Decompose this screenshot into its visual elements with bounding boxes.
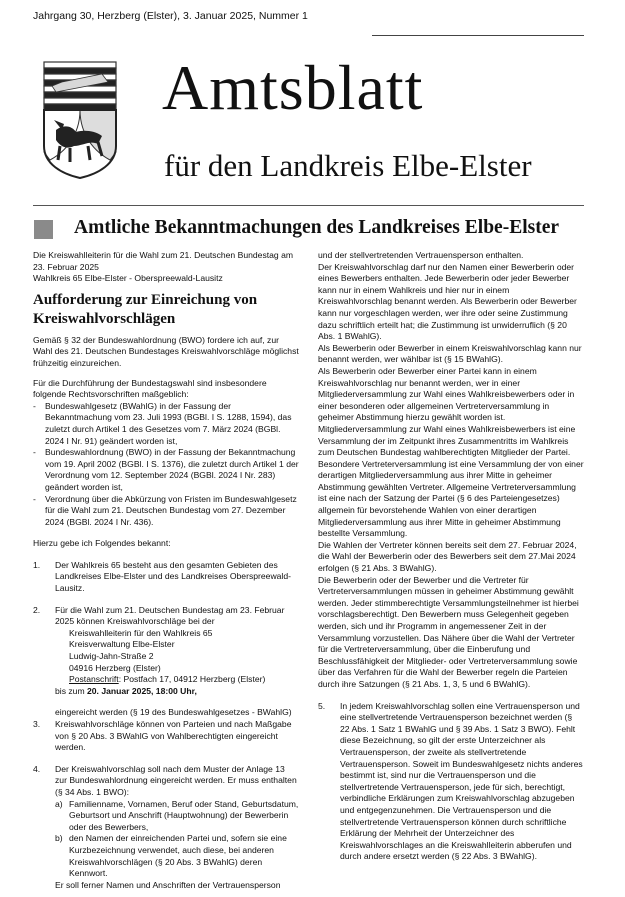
masthead-title: Amtsblatt [162, 52, 424, 123]
list-item: - Verordnung über die Abkürzung von Fristen im Bundeswahlgesetz für die Wahl zum 21. Deutschen Bundestag vom 27. Dezember 2024 (BGBl. 2024 I Nr. 436). [33, 493, 297, 527]
header-divider [372, 35, 584, 36]
postanschrift-label: Postanschrift [69, 674, 119, 685]
spacer [33, 697, 299, 707]
spacer [33, 550, 299, 560]
spacer [33, 754, 299, 764]
numbered-item-4: 4. Der Kreiswahlvorschlag soll nach dem Muster der Anlage 13 zur Bundeswahlordnung eingereicht werden. Er muss enthalten (§ 34 Abs. 1 BWO): a) Familienname, Vornamen, Beruf oder Stand, Geburtsdatum, Geburtsort und Anschrift (Hauptwohnung) der Bewerberin oder des Bewerbers, b) den Namen der einreichenden Partei und, sofern sie eine Kurzbezeichnung verwendet, auch diese, bei anderen Kreiswahlvorschlägen (§ 20 Abs. 3 BWahlG) deren Kennwort. Er soll ferner Namen und Anschriften der Vertrauensperson [33, 763, 299, 890]
paragraph: eingereicht werden (§ 19 des Bundeswahlgesetzes - BWahlG) [55, 707, 292, 718]
spacer [33, 528, 299, 538]
spacer [33, 595, 299, 605]
numbered-item-1: 1. Der Wahlkreis 65 besteht aus den gesamten Gebieten des Landkreises Elbe-Elster und des Landkreises Oberspreewald-Lausitz. [33, 559, 291, 594]
sub-item-b: b) den Namen der einreichenden Partei und, sofern sie eine Kurzbezeichnung verwendet, auch diese, bei anderen Kreiswahlvorschlägen (§ 20 Abs. 3 BWahlG) deren Kennwort. [55, 833, 287, 879]
address-block: Kreiswahlleiterin für den Wahlkreis 65 Kreisverwaltung Elbe-Elster Ludwig-Jahn-Straße 2 04916 Herzberg (Elster) Postanschrift: Postfach 17, 04912 Herzberg (Elster) [69, 627, 266, 685]
paragraph: Hierzu gebe ich Folgendes bekannt: [33, 538, 171, 549]
paragraph: Für die Durchführung der Bundestagswahl sind insbesondere folgende Rechtsvorschriften maßgeblich: [33, 377, 267, 400]
issue-line: Jahrgang 30, Herzberg (Elster), 3. Januar 2025, Nummer 1 [33, 10, 308, 22]
paragraph: und der stellvertretenden Vertrauensperson enthalten. [318, 250, 524, 260]
list-item: - Bundeswahlordnung (BWO) in der Fassung der Bekanntmachung vom 19. April 2002 (BGBl. I S. 1376), die zuletzt durch Artikel 1 der Verordnung vom 12. September 2024 (BGBl. 2024 I Nr. 283) geändert worden ist, [33, 447, 299, 492]
paragraph: Als Bewerberin oder Bewerber in einem Kreiswahlvorschlag kann nur benannt werden, wer wählbar ist (§ 15 BWahlG). [318, 342, 582, 365]
masthead-subtitle: für den Landkreis Elbe-Elster [164, 148, 532, 183]
left-column [33, 250, 299, 891]
spacer [33, 370, 299, 378]
masthead-divider [33, 205, 584, 206]
spacer [318, 691, 584, 701]
intro-line: Die Kreiswahlleiterin für die Wahl zum 21. Deutschen Bundestag am 23. Februar 2025 [33, 250, 294, 272]
sub-item-a: a) Familienname, Vornamen, Beruf oder Stand, Geburtsdatum, Geburtsort und Anschrift (Hauptwohnung) der Bewerberin oder des Bewerbers, [55, 798, 299, 832]
section-marker [34, 220, 53, 239]
numbered-item-5: 5. In jedem Kreiswahlvorschlag sollen eine Vertrauensperson und eine stellvertretende Vertrauensperson bezeichnet werden (§ 22 Abs. 1 Satz 1 BWahlG und § 39 Abs. 1 Satz 3 BWO). Fehlt diese Bezeichnung, so gilt der erste Unterzeichner als Vertrauensperson, der zweite als stellvertretende Vertrauensperson. Soweit im Bundeswahlgesetz nichts anderes bestimmt ist, sind nur die Vertrauensperson und die stellvertretende Vertrauensperson, jede für sich, berechtigt, verbindliche Erklärungen zum Kreiswahlvorschlag abzugeben und entgegenzunehmen. Die Vertrauensperson und die stellvertretende Vertrauensperson können durch schriftliche Erklärung der Mehrheit der Unterzeichner des Kreiswahlvorschlages an die Kreiswahlleiterin abberufen und durch andere ersetzt werden (§ 22 Abs. 3 BWahlG). [318, 700, 583, 862]
paragraph: Gemäß § 32 der Bundeswahlordnung (BWO) fordere ich auf, zur Wahl des 21. Deutschen Bundestages Kreiswahlvorschläge möglichst frühzeitig einzureichen. [33, 334, 299, 368]
numbered-item-2: 2. Für die Wahl zum 21. Deutschen Bundestag am 23. Februar 2025 können Kreiswahlvorschläge bei der Kreiswahlleiterin für den Wahlkreis 65 Kreisverwaltung Elbe-Elster Ludwig-Jahn-Straße 2 04916 Herzberg (Elster) Postanschrift: Postfach 17, 04912 Herzberg (Elster) bis zum 20. Januar 2025, 18:00 Uhr, [33, 605, 299, 698]
right-column [318, 250, 584, 863]
paragraph: Als Bewerberin oder Bewerber einer Partei kann in einem Kreiswahlvorschlag nur benannt werden, wer in einer Mitgliederversammlung zur Wahl eines Wahlkreisbewerbers oder in einer besonderen oder allgemeinen Vertreterversammlung in geheimer Abstimmung hierzu gewählt worden ist. Mitgliederversammlung zur Wahl eines Wahlkreisbewerbers ist eine Versammlung der im Zeitpunkt ihres Zusammentritts im Wahlkreis zum Deutschen Bundestag wahlberechtigten Mitglieder der Partei. Besondere Vertreterversammlung ist eine Versammlung der von einer derartigen Mitgliederversammlung aus ihrer Mitte in geheimer Abstimmung gewählten Vertreter. Allgemeine Vertreterversammlung ist eine nach der Satzung der Partei (§ 6 des Parteiengesetzes) allgemein für bevorstehende Wahlen von einer derartigen Mitgliederversammlung aus ihrer Mitte in geheimer Abstimmung bestellte Versammlung. [318, 365, 584, 539]
paragraph: Die Bewerberin oder der Bewerber und die Vertreter für Vertreterversammlungen müssen in geheimer Abstimmung gewählt werden. Jeder stimmberechtigte Versammlungsteilnehmer ist hierbei vorschlagsberechtigt. Den Bewerbern muss Gelegenheit gegeben werden, sich und ihr Programm in angemessener Zeit in der Versammlung vorzustellen. Das Nähere über die Wahl der Vertreter für die Vertreterversammlung, über die Einberufung und Beschlussfähigkeit der Mitglieder- oder Vertreterversammlung sowie über das Verfahren für die Wahl der Bewerber regeln die Parteien durch ihre Satzungen (§ 21 Abs. 1, 3, 5 und 6 BWahlG). [318, 574, 579, 689]
section-title: Amtliche Bekanntmachungen des Landkreises Elbe-Elster [74, 217, 560, 238]
list-item: - Bundeswahlgesetz (BWahlG) in der Fassung der Bekanntmachung vom 23. Juli 1993 (BGBl. I S. 1288, 1594), das zuletzt durch Artikel 1 des Gesetzes vom 7. März 2024 (BGBl. 2024 I Nr. 91) geändert worden ist, [33, 400, 292, 446]
paragraph: Die Wahlen der Vertreter können bereits seit dem 27. Februar 2024, die Wahl der Bewerberin oder des Bewerbers seit dem 27.Mai 2024 erfolgen (§ 21 Abs. 3 BWahlG). [318, 539, 577, 574]
coat-of-arms-icon [42, 60, 118, 180]
deadline: 20. Januar 2025, 18:00 Uhr, [87, 685, 197, 696]
numbered-item-3: 3. Kreiswahlvorschläge können von Parteien und nach Maßgabe von § 20 Abs. 3 BWahlG von Wahlberechtigten eingereicht werden. [33, 719, 292, 753]
article-title: Aufforderung zur Einreichung von Kreiswahlvorschlägen [33, 291, 258, 327]
paragraph: Der Kreiswahlvorschlag darf nur den Namen einer Bewerberin oder eines Bewerbers enthalten. Jede Bewerberin oder jeder Bewerber kann nur in einem Wahlkreis und hier nur in einem Kreiswahlvorschlag benannt werden. Als Bewerberin oder Bewerber kann nur vorgeschlagen werden, wer ihre oder seine Zustimmung dazu schriftlich erteilt hat; die Zustimmung ist unwiderruflich (§ 20 Abs. 1 BWahlG). [318, 261, 577, 342]
intro-line: Wahlkreis 65 Elbe-Elster - Oberspreewald-Lausitz [33, 273, 223, 284]
